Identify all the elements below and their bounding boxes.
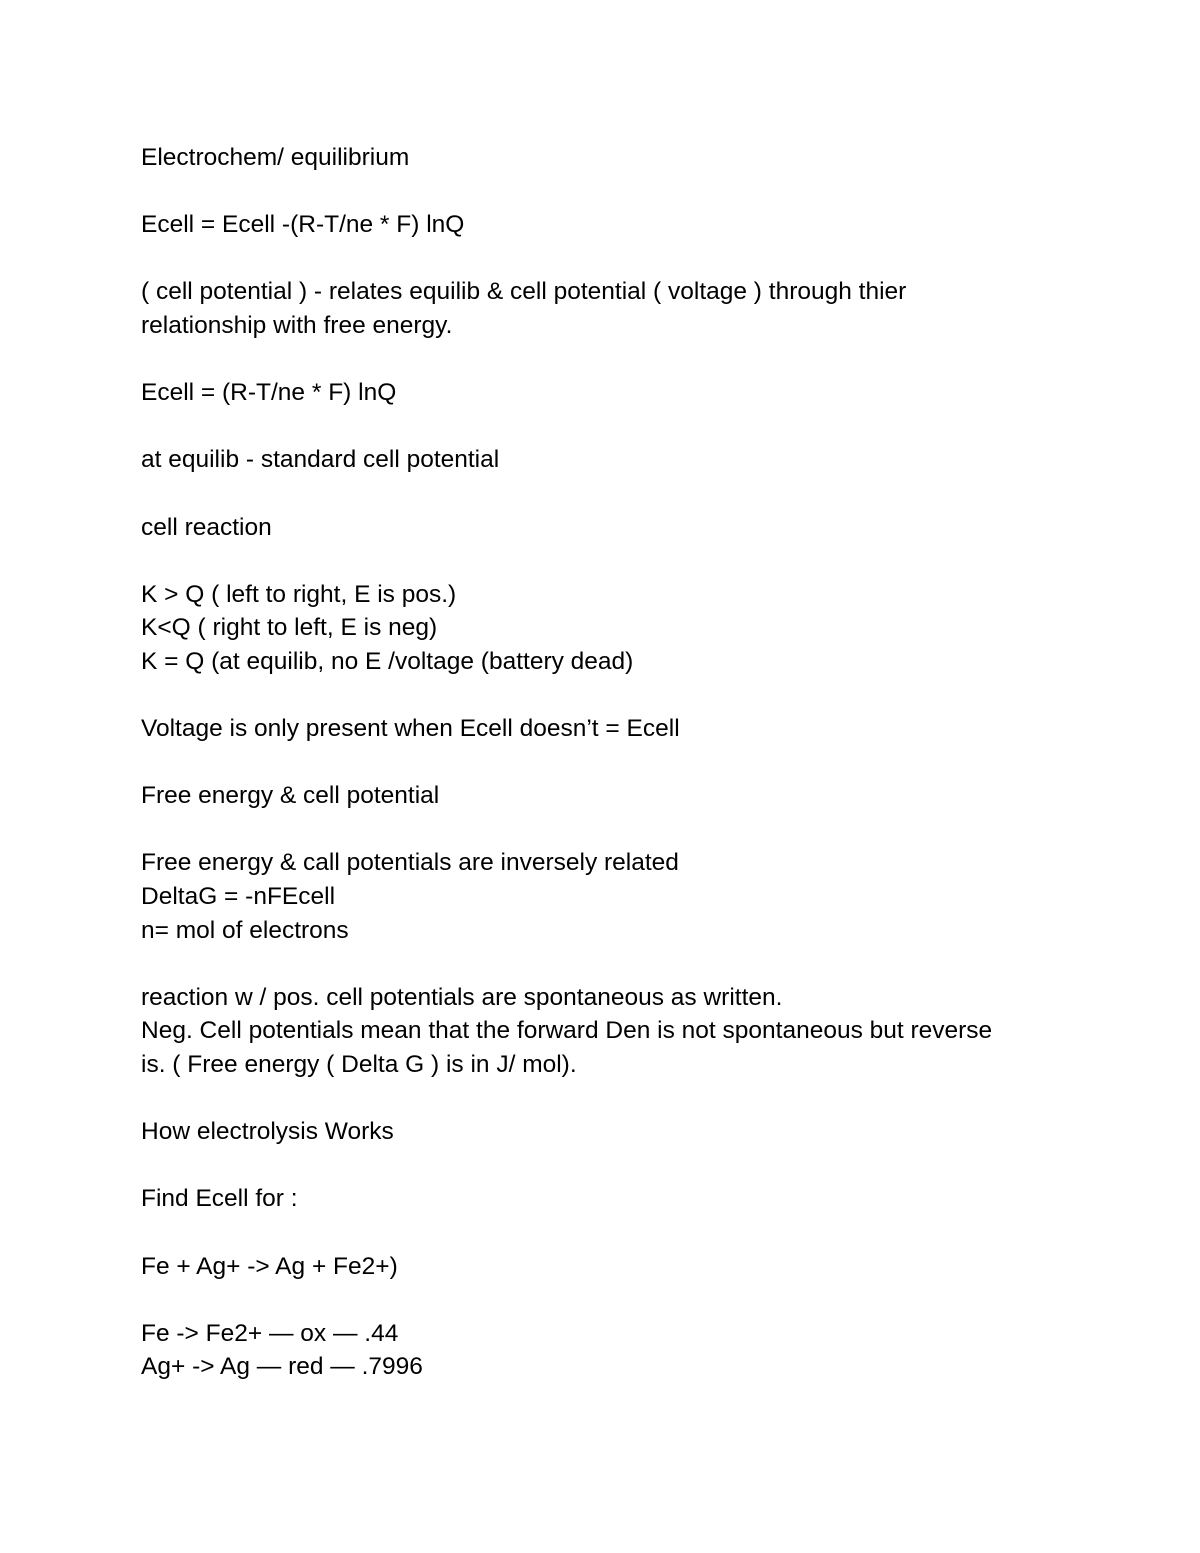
blank-line [141,746,1041,780]
text-line: reaction w / pos. cell potentials are spontaneous as written. [141,983,783,1011]
text-line: Voltage is only present when Ecell doesn’t = Ecell [141,715,680,743]
blank-line [141,242,1041,276]
section-heading: cell reaction [141,513,272,541]
half-reaction-line: Fe -> Fe2+ — ox — .44 [141,1319,399,1347]
blank-line [141,1149,1041,1183]
document-body [141,141,1041,1384]
blank-line [141,813,1041,847]
text-line: is. ( Free energy ( Delta G ) is in J/ mol). [141,1051,577,1079]
text-line: K = Q (at equilib, no E /voltage (battery dead) [141,647,634,675]
nernst-equation: Ecell = Ecell -(R-T/ne * F) lnQ [141,211,465,239]
text-line: K<Q ( right to left, E is neg) [141,614,438,642]
blank-line [141,410,1041,444]
blank-line [141,1283,1041,1317]
text-line: n= mol of electrons [141,916,349,944]
text-line: relationship with free energy. [141,311,453,339]
blank-line [141,1216,1041,1250]
reaction-line: Fe + Ag+ -> Ag + Fe2+) [141,1252,398,1280]
blank-line [141,947,1041,981]
blank-line [141,679,1041,713]
equation-line: DeltaG = -nFEcell [141,883,336,911]
page-title: Electrochem/ equilibrium [141,144,410,171]
blank-line [141,477,1041,511]
text-line: at equilib - standard cell potential [141,446,500,474]
blank-line [141,175,1041,209]
text-line: Find Ecell for : [141,1185,298,1213]
text-line: ( cell potential ) - relates equilib & cell potential ( voltage ) through thier [141,278,907,306]
section-heading: How electrolysis Works [141,1118,394,1146]
text-line: Free energy & call potentials are inversely related [141,849,679,877]
text-line: Neg. Cell potentials mean that the forward Den is not spontaneous but reverse [141,1017,993,1045]
blank-line [141,544,1041,578]
equation-line: Ecell = (R-T/ne * F) lnQ [141,379,397,407]
half-reaction-line: Ag+ -> Ag — red — .7996 [141,1353,423,1381]
section-heading: Free energy & cell potential [141,782,440,810]
blank-line [141,1082,1041,1116]
blank-line [141,343,1041,377]
text-line: K > Q ( left to right, E is pos.) [141,580,457,608]
